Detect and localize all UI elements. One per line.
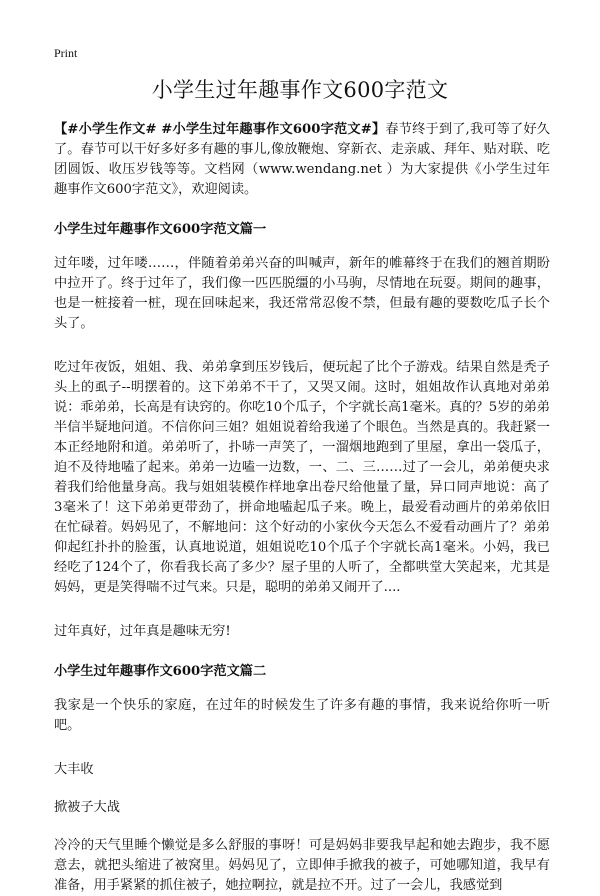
section2-paragraph-2: 大丰收: [54, 762, 94, 777]
section1-paragraph-2: 吃过年夜饭，姐姐、我、弟弟拿到压岁钱后，便玩起了比个子游戏。结果自然是秃子头上的虱子--明摆着的。这下弟弟不干了，又哭又闹。这时，姐姐故作认真地对弟弟说：乖弟弟，长高是有诀窍的。你吃10个瓜子，个字就长高1毫米。真的？5岁的弟弟半信半疑地问道。不信你问三姐？姐姐说着给我递了个眼色。当然是真的。我赶紧一本正经地附和道。弟弟听了，扑哧一声笑了，一溜烟地跑到了里屋，拿出一袋瓜子，迫不及待地嗑了起来。弟弟一边嗑一边数，一、二、三……过了一会儿，弟弟便央求着我们给他量身高。我与姐姐装模作样地拿出卷尺给他量了量，异口同声地说：高了3毫米了！这下弟弟更带劲了，拼命地嗑起瓜子来。晚上，最爱看动画片的弟弟依旧在忙碌着。妈妈见了，不解地问：这个好动的小家伙今天怎么不爱看动画片了？弟弟仰起红扑扑的脸蛋，认真地说道，姐姐说吃10个瓜子个字就长高1毫米。小妈，我已经吃了124个了，你看我长高了多少？屋子里的人听了，全都哄堂大笑起来，尤其是妈妈，更是笑得喘不过气来。只是，聪明的弟弟又闹开了....: [54, 360, 550, 595]
section1-paragraph-1: 过年喽，过年喽……，伴随着弟弟兴奋的叫喊声，新年的帷幕终于在我们的翘首期盼中拉开了。终于过年了，我们像一匹匹脱缰的小马驹，尽情地在玩耍。期间的趣事，也是一桩接着一桩，现在回味起来，我还常常忍俊不禁，但最有趣的要数吃瓜子长个头了。: [54, 256, 550, 331]
section2-paragraph-1: 我家是一个快乐的家庭，在过年的时候发生了许多有趣的事情，我来说给你听一听吧。: [54, 698, 550, 733]
section2-paragraph-4: 冷冷的天气里睡个懒觉是多么舒服的事呀！可是妈妈非要我早起和她去跑步，我不愿意去，就把头缩进了被窝里。妈妈见了，立即伸手掀我的被子，可她哪知道，我早有准备，用手紧紧的抓住被子，她拉啊拉，就是拉不开。过了一会儿，我感觉到: [54, 838, 550, 893]
print-label[interactable]: Print: [54, 46, 78, 60]
intro-paragraph: [54, 120, 550, 200]
intro-text: 春节终于到了,我可等了好久了。春节可以干好多好多有趣的事儿,像放鞭炮、穿新衣、走亲戚、拜年、贴对联、吃团圆饭、收压岁钱等等。文档网（www.wendang.net ）为大家提供《小学生过年趣事作文600字范文》，欢迎阅读。: [54, 122, 550, 197]
section-heading-2: 小学生过年趣事作文600字范文篇二: [54, 664, 267, 679]
section1-paragraph-3: 过年真好，过年真是趣味无穷!: [54, 624, 231, 639]
document-title: 小学生过年趣事作文600字范文: [151, 78, 449, 102]
intro-tag: 【#小学生作文# #小学生过年趣事作文600字范文#】: [54, 122, 386, 137]
article-body: [54, 120, 550, 896]
section-heading-1: 小学生过年趣事作文600字范文篇一: [54, 222, 267, 237]
section2-paragraph-3: 掀被子大战: [54, 800, 120, 815]
